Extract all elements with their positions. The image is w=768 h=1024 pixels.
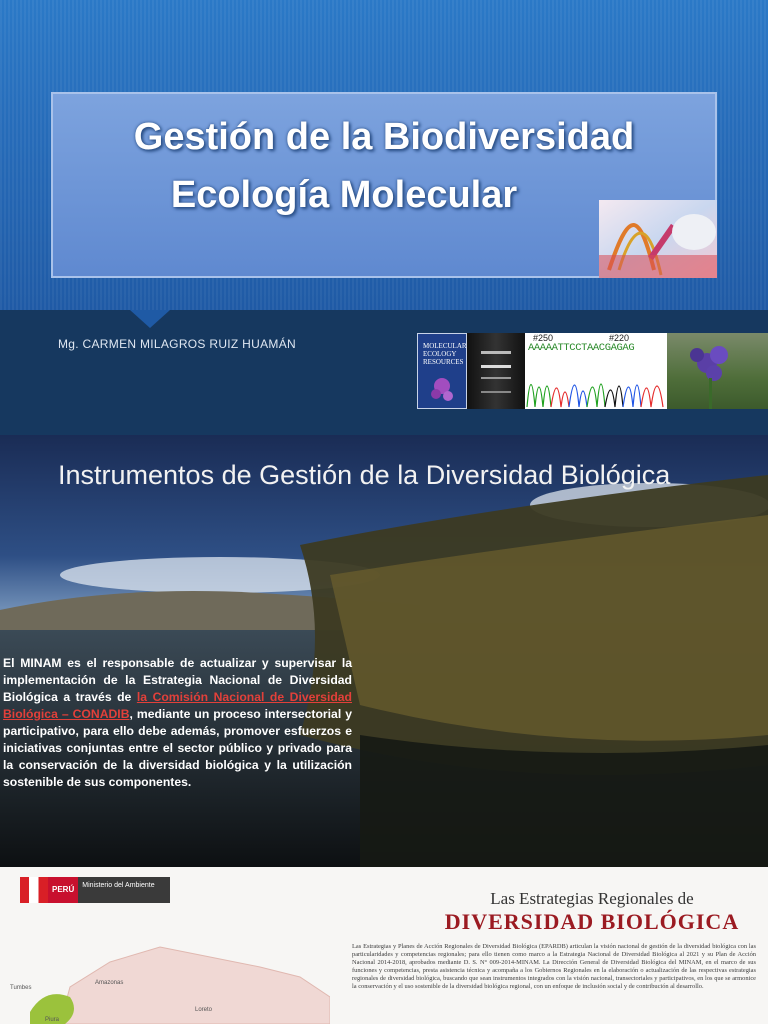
conadib-link[interactable]: la Comisión Nacional de Diversidad Biológica – CONADIB <box>3 690 352 721</box>
slide3-heading <box>430 889 754 935</box>
slide-title: Instrumentos de Gestión de la Diversidad Biológica <box>58 460 671 490</box>
logo-ministry: Ministerio del Ambiente <box>78 877 170 903</box>
journal-cover-text: MOLECULAR ECOLOGY RESOURCES <box>423 342 467 366</box>
chromatogram-image <box>525 333 667 409</box>
chromatogram-peaks-icon <box>525 357 667 409</box>
instruments-slide <box>0 435 768 867</box>
purple-flowers-photo <box>667 333 768 409</box>
chromatogram-position-1: #250 <box>533 333 554 343</box>
body-text-part-2: , mediante un proceso intersectorial y participativo, para ello debe además, promover esfuerzos e iniciativas conjuntas entre el sector público y privado para la conservación de la diversidad biológica y la utilización sostenible de sus componentes. <box>3 707 352 789</box>
image-strip <box>417 333 768 409</box>
flower-icon <box>667 333 768 409</box>
journal-cover-image <box>417 333 467 409</box>
lake-reeds-background <box>0 435 768 867</box>
heading-subtitle: Las Estrategias Regionales de <box>490 889 694 908</box>
dna-lab-photo <box>599 200 717 278</box>
map-label-piura: Piura <box>45 1017 60 1023</box>
body-text-part-1: El MINAM es el responsable de actualizar y supervisar la implementación de la Estrategia Nacional de Diversidad Biológica a través de <box>3 656 352 704</box>
orchid-icon <box>428 374 456 404</box>
chromatogram-sequence: AAAAATTCCTAACGAGAG <box>528 342 635 354</box>
author-name: Mg. CARMEN MILAGROS RUIZ HUAMÁN <box>58 337 296 351</box>
map-label-loreto: Loreto <box>195 1007 213 1013</box>
logo-country: PERÚ <box>48 877 78 903</box>
regional-strategies-slide <box>0 867 768 1024</box>
map-label-amazonas: Amazonas <box>95 980 124 986</box>
title-line-2: Ecología Molecular <box>170 174 518 216</box>
slide3-paragraph: Las Estrategias y Planes de Acción Regionales de Diversidad Biológica (EPARDB) articulan la visión nacional de gestión de la diversidad biológica con las particularidades y competencias regionales; para ello tienen como marco a la Estrategia Nacional de Diversidad Biológica al 2021 y su Plan de Acción Nacional 2014-2018, aprobados mediante D. S. N° 009-2014-MINAM. La Dirección General de Diversidad Biológica del MINAM, en el marco de sus funciones y competencias, presta asistencia técnica y acompaña a los Gobiernos Regionales en la elaboración o actualización de las respectivas estrategias regionales de diversidad biológica, buscando que sean instrumentos integrados con la visión nacional, transectoriales y participativos, en los que se armonice la conservación y el uso sostenible de la diversidad biológica regional, con un enfoque de inclusión social y de contribución al desarrollo. <box>352 943 756 990</box>
peru-shield-icon <box>20 877 48 903</box>
minam-logo <box>20 877 170 903</box>
gel-bands-icon <box>467 333 525 409</box>
peru-map-image <box>0 907 330 1024</box>
chromatogram-position-2: #220 <box>609 333 630 343</box>
map-label-tumbes: Tumbes <box>10 985 32 991</box>
title-slide <box>0 0 768 310</box>
heading-main: DIVERSIDAD BIOLÓGICA <box>444 909 740 934</box>
callout-pointer <box>130 310 170 328</box>
slide-body-text <box>3 655 352 791</box>
gel-electrophoresis-image <box>467 333 525 409</box>
title-line-1: Gestión de la Biodiversidad <box>133 116 635 158</box>
